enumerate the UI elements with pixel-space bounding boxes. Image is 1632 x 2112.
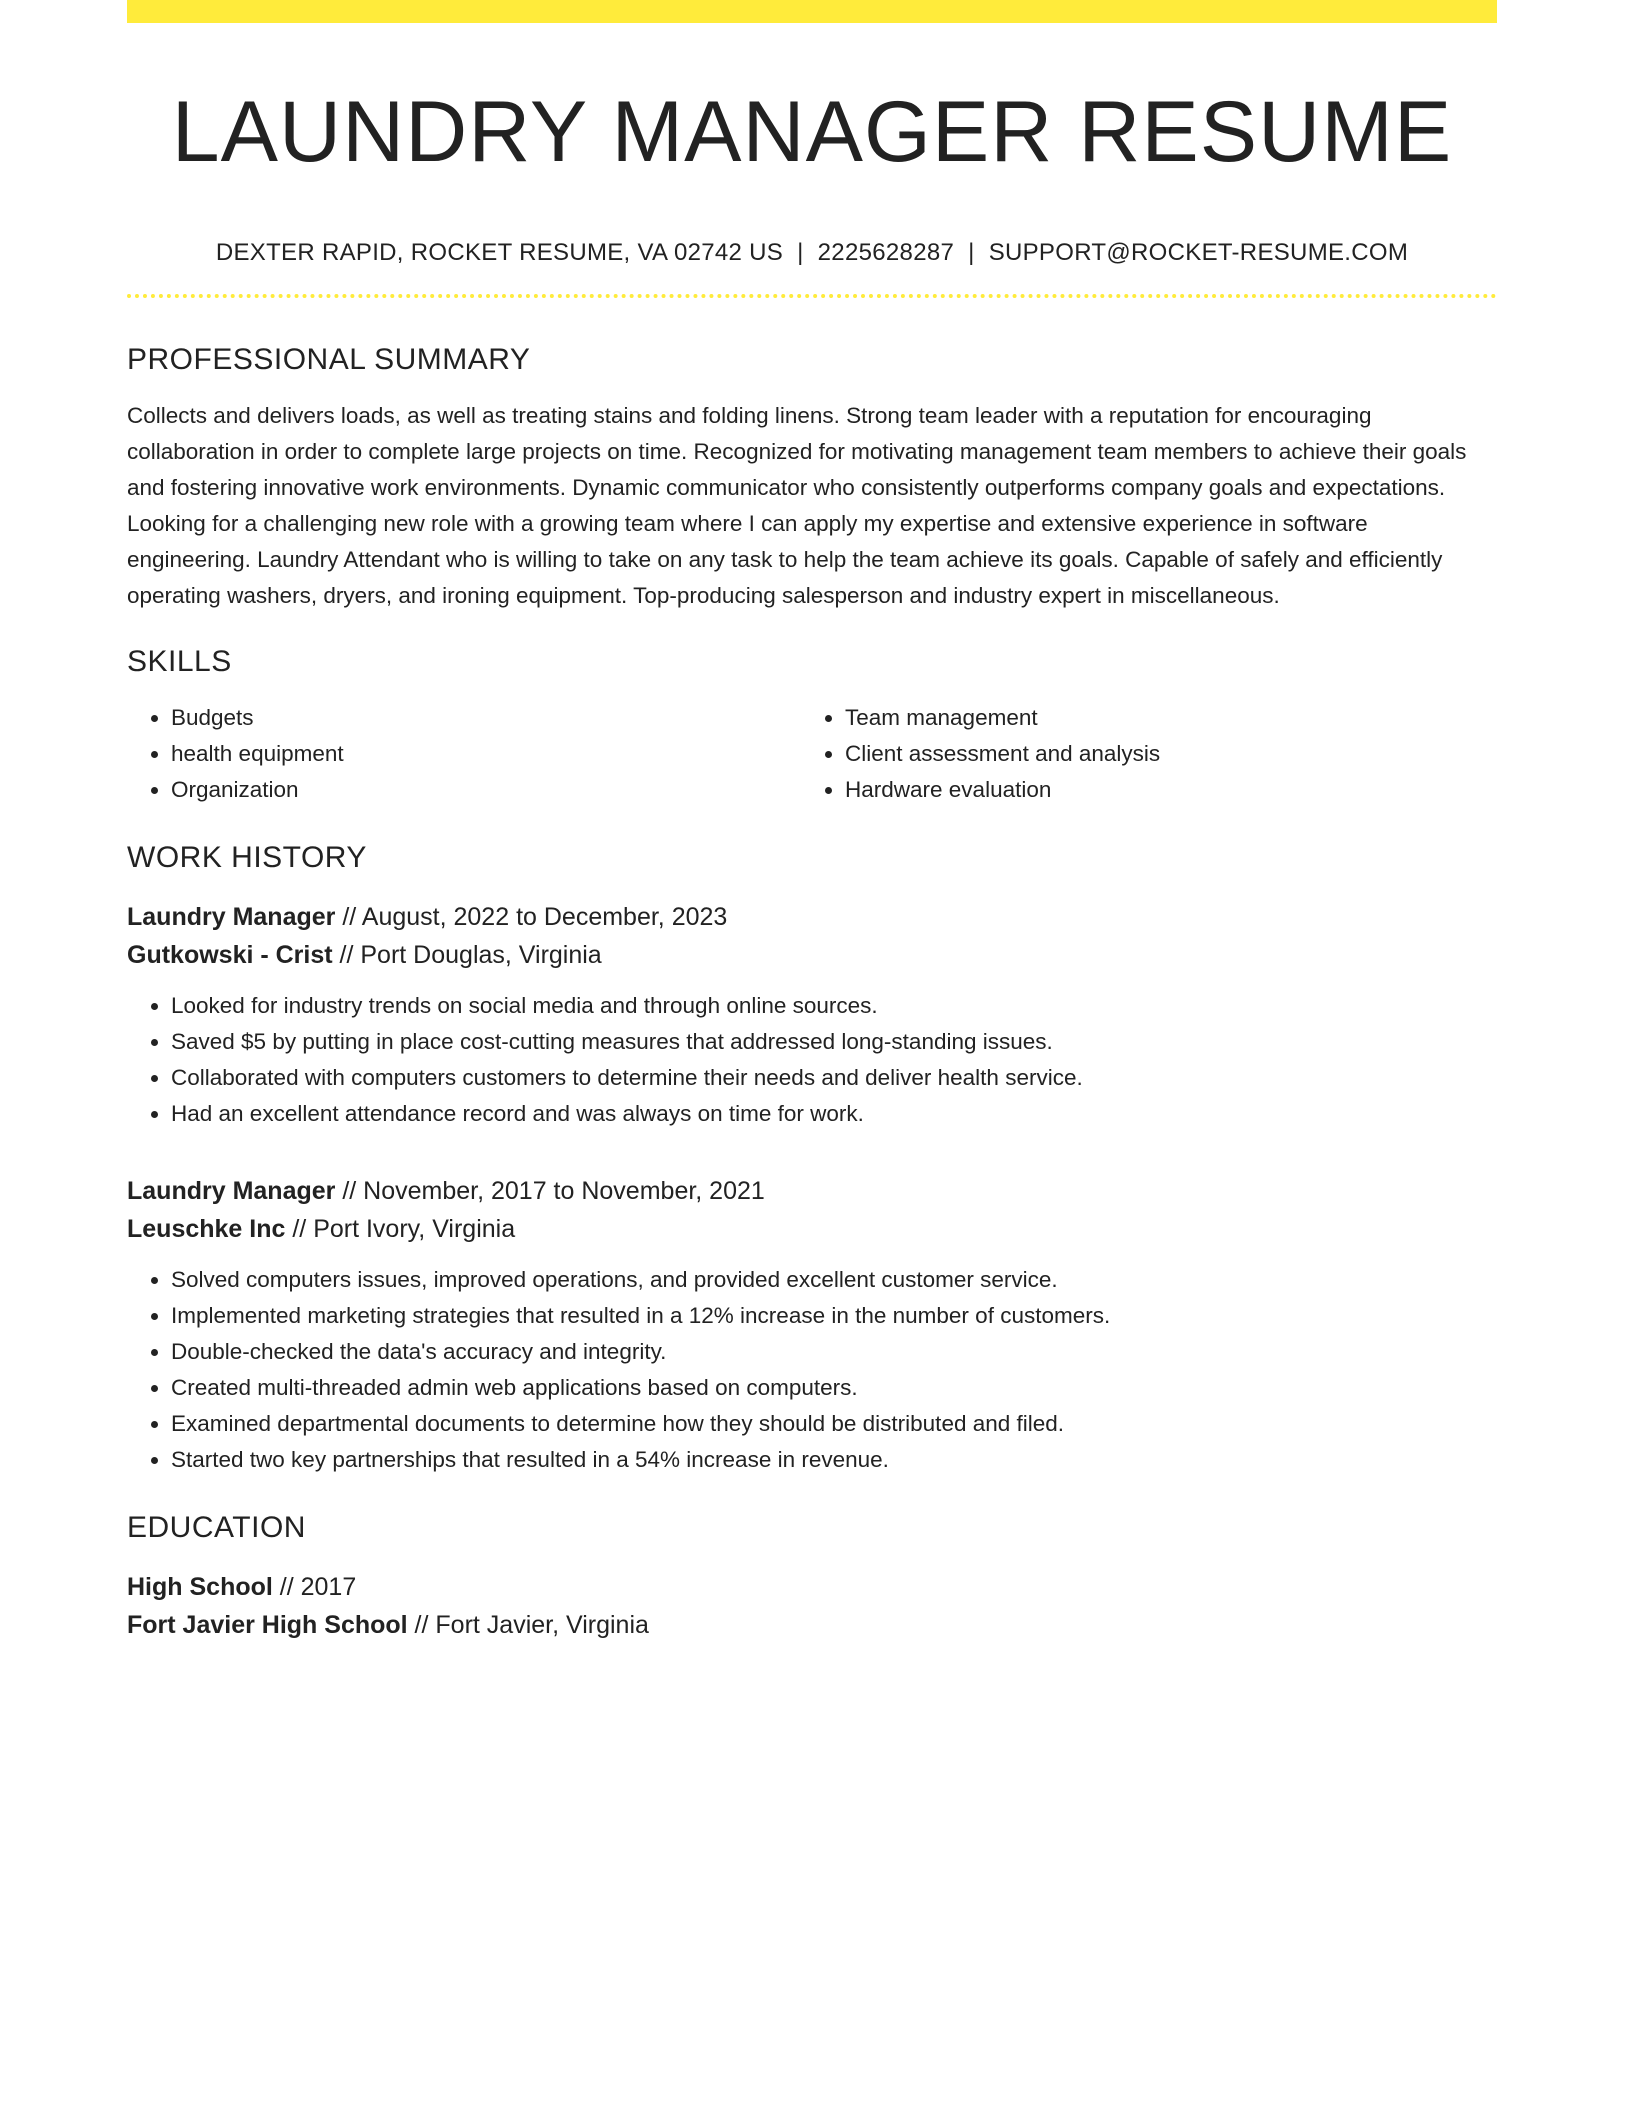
- summary-heading: PROFESSIONAL SUMMARY: [127, 343, 531, 376]
- skill-item: • health equipment: [171, 736, 801, 772]
- job-company: Leuschke Inc: [127, 1215, 286, 1243]
- job-bullet: • Solved computers issues, improved operations, and provided excellent customer service.: [171, 1262, 1497, 1298]
- dotted-divider: [127, 294, 1497, 298]
- job-bullet: • Looked for industry trends on social media and through online sources.: [171, 988, 1497, 1024]
- job-header: [127, 898, 1497, 974]
- job-company-line: [127, 936, 1497, 974]
- skill-item: • Budgets: [171, 700, 801, 736]
- job-bullet: • Examined departmental documents to determine how they should be distributed and filed.: [171, 1406, 1497, 1442]
- skill-item: • Hardware evaluation: [845, 772, 1475, 808]
- job-entry: [127, 898, 1497, 1132]
- job-title: Laundry Manager: [127, 1177, 336, 1205]
- job-bullet: • Created multi-threaded admin web applications based on computers.: [171, 1370, 1497, 1406]
- job-title-line: [127, 898, 1497, 936]
- contact-separator: |: [797, 239, 804, 266]
- job-bullet: • Saved $5 by putting in place cost-cutting measures that addressed long-standing issues.: [171, 1024, 1497, 1060]
- education-entry: [127, 1568, 1497, 1644]
- job-bullet: • Implemented marketing strategies that resulted in a 12% increase in the number of customers.: [171, 1298, 1497, 1334]
- resume-page: [127, 0, 1497, 1644]
- summary-text: Collects and delivers loads, as well as treating stains and folding linens. Strong team leader with a reputation for encouraging collaboration in order to complete large projects on time. Recognized for motivating management team members to achieve their goals and fostering innovative work environments. Dynamic communicator who consistently outperforms company goals and expectations. Looking for a challenging new role with a growing team where I can apply my expertise and extensive experience in software engineering. Laundry Attendant who is willing to take on any task to help the team achieve its goals. Capable of safely and efficiently operating washers, dryers, and ironing equipment. Top-producing salesperson and industry expert in miscellaneous.: [127, 403, 1467, 608]
- job-bullets: [127, 1262, 1497, 1478]
- job-company: Gutkowski - Crist: [127, 941, 333, 969]
- contact-separator: |: [968, 239, 975, 266]
- job-bullets: [127, 988, 1497, 1132]
- education-school-line: [127, 1606, 1497, 1644]
- contact-email: SUPPORT@ROCKET-RESUME.COM: [988, 239, 1409, 266]
- work-history-heading: WORK HISTORY: [127, 841, 367, 874]
- education-location: // Fort Javier, Virginia: [407, 1611, 649, 1639]
- job-dates: // November, 2017 to November, 2021: [335, 1177, 765, 1205]
- job-dates: // August, 2022 to December, 2023: [335, 903, 728, 931]
- education-degree: High School: [127, 1573, 273, 1601]
- job-bullet: • Collaborated with computers customers to determine their needs and deliver health service.: [171, 1060, 1497, 1096]
- skill-item: • Organization: [171, 772, 801, 808]
- education-school: Fort Javier High School: [127, 1611, 408, 1639]
- education-heading: EDUCATION: [127, 1511, 306, 1544]
- job-title: Laundry Manager: [127, 903, 336, 931]
- skill-item: • Team management: [845, 700, 1475, 736]
- contact-address: DEXTER RAPID, ROCKET RESUME, VA 02742 US: [215, 239, 784, 266]
- accent-bar: [127, 0, 1497, 23]
- job-title-line: [127, 1172, 1497, 1210]
- resume-title: LAUNDRY MANAGER RESUME: [171, 84, 1453, 180]
- skills-heading: SKILLS: [127, 645, 232, 678]
- job-location: // Port Douglas, Virginia: [332, 941, 602, 969]
- skills-column-left: [127, 700, 801, 808]
- job-entry: [127, 1172, 1497, 1478]
- job-bullet: • Double-checked the data's accuracy and integrity.: [171, 1334, 1497, 1370]
- job-company-line: [127, 1210, 1497, 1248]
- skill-item: • Client assessment and analysis: [845, 736, 1475, 772]
- skills-list: [127, 700, 1497, 808]
- job-location: // Port Ivory, Virginia: [285, 1215, 516, 1243]
- contact-line: [127, 238, 1497, 268]
- contact-phone: 2225628287: [817, 239, 955, 266]
- education-degree-line: [127, 1568, 1497, 1606]
- skills-column-right: [801, 700, 1475, 808]
- job-bullet: • Started two key partnerships that resulted in a 54% increase in revenue.: [171, 1442, 1497, 1478]
- job-header: [127, 1172, 1497, 1248]
- education-year: // 2017: [272, 1573, 357, 1601]
- job-bullet: • Had an excellent attendance record and was always on time for work.: [171, 1096, 1497, 1132]
